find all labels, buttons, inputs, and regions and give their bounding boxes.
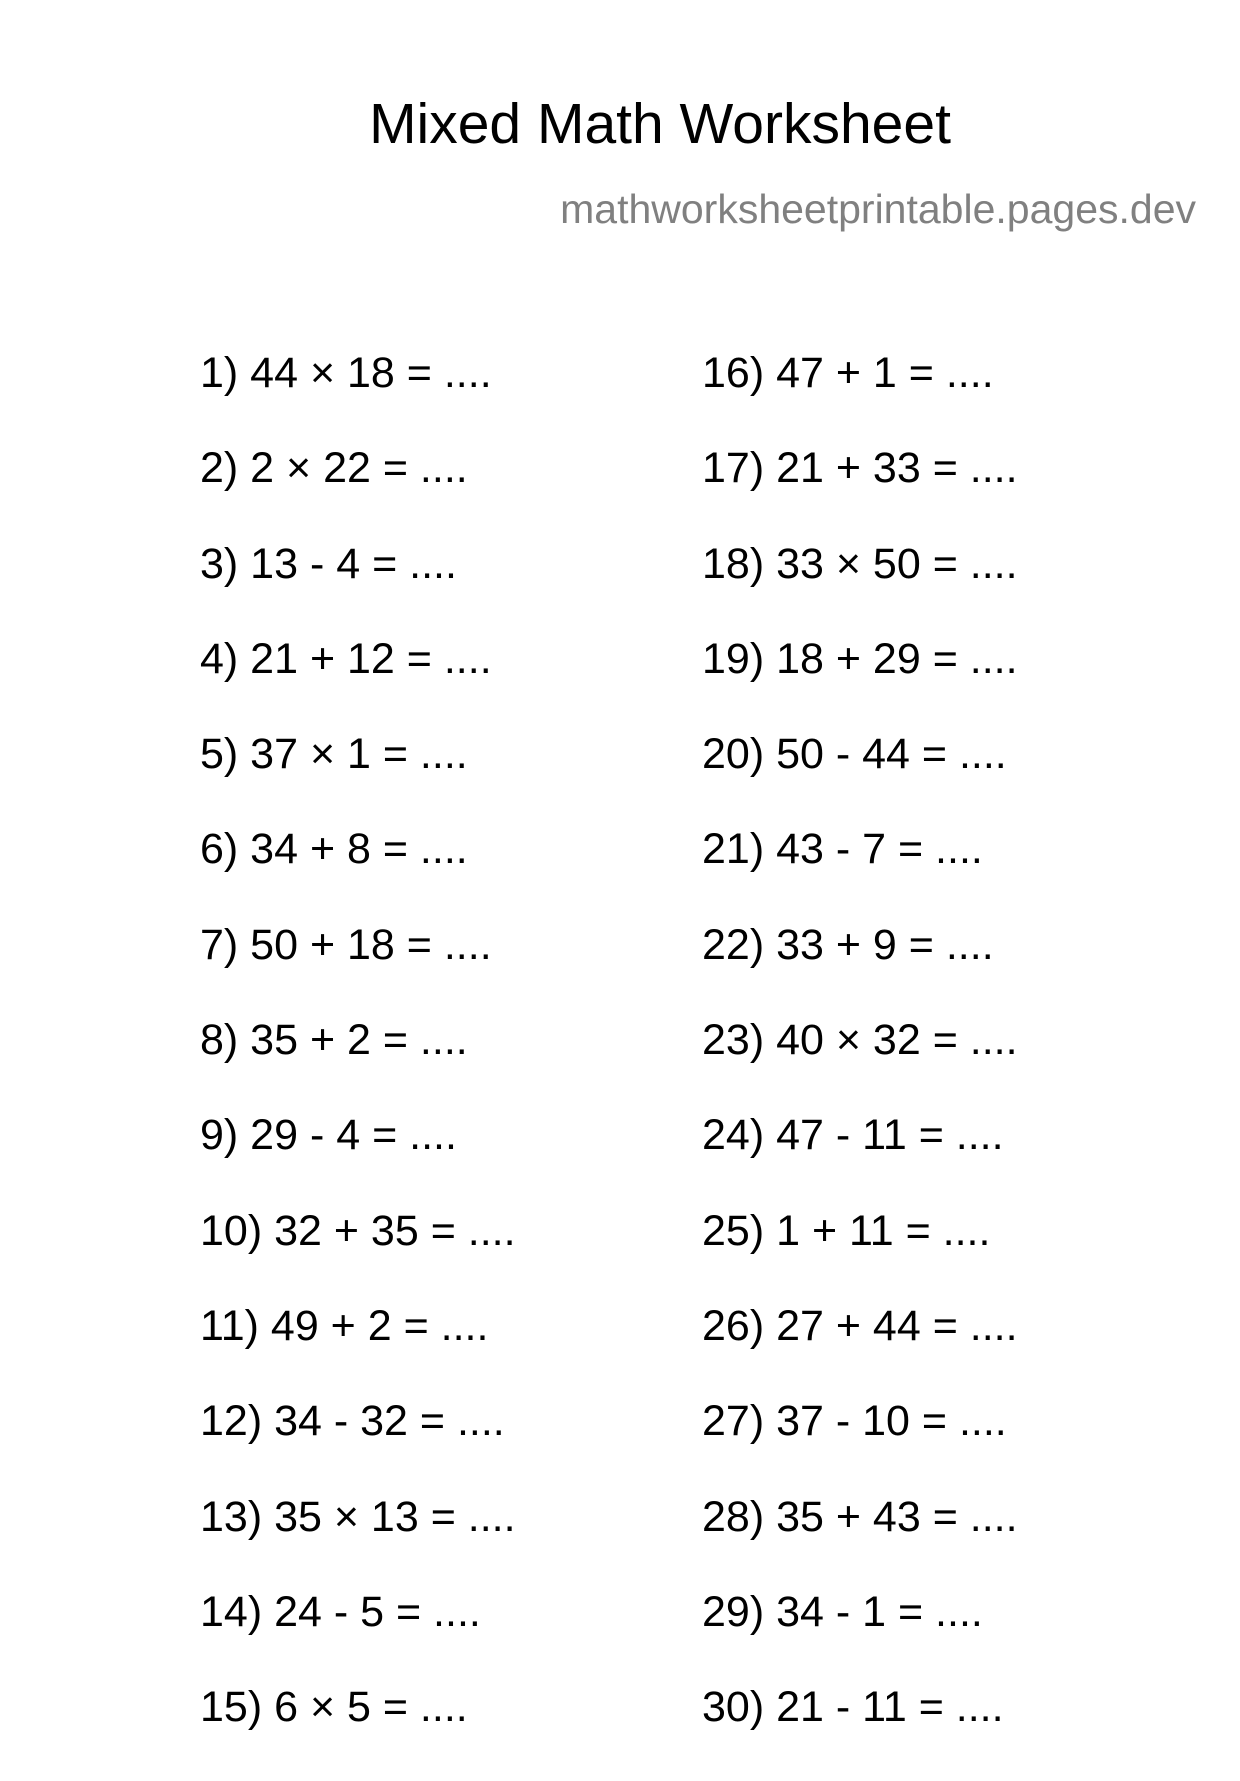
problem-item: 24) 47 - 11 = .... — [702, 1111, 1004, 1160]
problem-item: 10) 32 + 35 = .... — [200, 1206, 516, 1255]
problem-item: 20) 50 - 44 = .... — [702, 730, 1007, 779]
problem-item: 3) 13 - 4 = .... — [200, 539, 457, 588]
problem-item: 25) 1 + 11 = .... — [702, 1206, 991, 1255]
problem-item: 15) 6 × 5 = .... — [200, 1683, 468, 1732]
problem-item: 4) 21 + 12 = .... — [200, 634, 492, 683]
problem-item: 7) 50 + 18 = .... — [200, 920, 492, 969]
problem-item: 14) 24 - 5 = .... — [200, 1587, 481, 1636]
problem-item: 17) 21 + 33 = .... — [702, 444, 1018, 493]
problem-column-left — [200, 349, 516, 1781]
problem-item: 23) 40 × 32 = .... — [702, 1016, 1018, 1065]
problem-item: 6) 34 + 8 = .... — [200, 825, 468, 874]
problem-item: 5) 37 × 1 = .... — [200, 730, 468, 779]
problem-item: 30) 21 - 11 = .... — [702, 1683, 1004, 1732]
problem-item: 8) 35 + 2 = .... — [200, 1016, 468, 1065]
problem-column-right — [702, 349, 1018, 1781]
problem-item: 9) 29 - 4 = .... — [200, 1111, 457, 1160]
problem-item: 22) 33 + 9 = .... — [702, 920, 994, 969]
problem-item: 1) 44 × 18 = .... — [200, 349, 492, 397]
problem-item: 26) 27 + 44 = .... — [702, 1301, 1018, 1350]
problem-item: 28) 35 + 43 = .... — [702, 1492, 1018, 1541]
problem-item: 11) 49 + 2 = .... — [200, 1301, 489, 1350]
problem-item: 19) 18 + 29 = .... — [702, 634, 1018, 683]
problem-item: 12) 34 - 32 = .... — [200, 1397, 505, 1446]
worksheet-title: Mixed Math Worksheet — [369, 92, 951, 156]
source-url: mathworksheetprintable.pages.dev — [560, 186, 1196, 232]
problem-item: 13) 35 × 13 = .... — [200, 1492, 516, 1541]
problem-item: 27) 37 - 10 = .... — [702, 1397, 1007, 1446]
problem-item: 29) 34 - 1 = .... — [702, 1587, 983, 1636]
problem-item: 2) 2 × 22 = .... — [200, 444, 468, 493]
problem-item: 21) 43 - 7 = .... — [702, 825, 983, 874]
problem-item: 18) 33 × 50 = .... — [702, 539, 1018, 588]
problem-item: 16) 47 + 1 = .... — [702, 349, 994, 397]
